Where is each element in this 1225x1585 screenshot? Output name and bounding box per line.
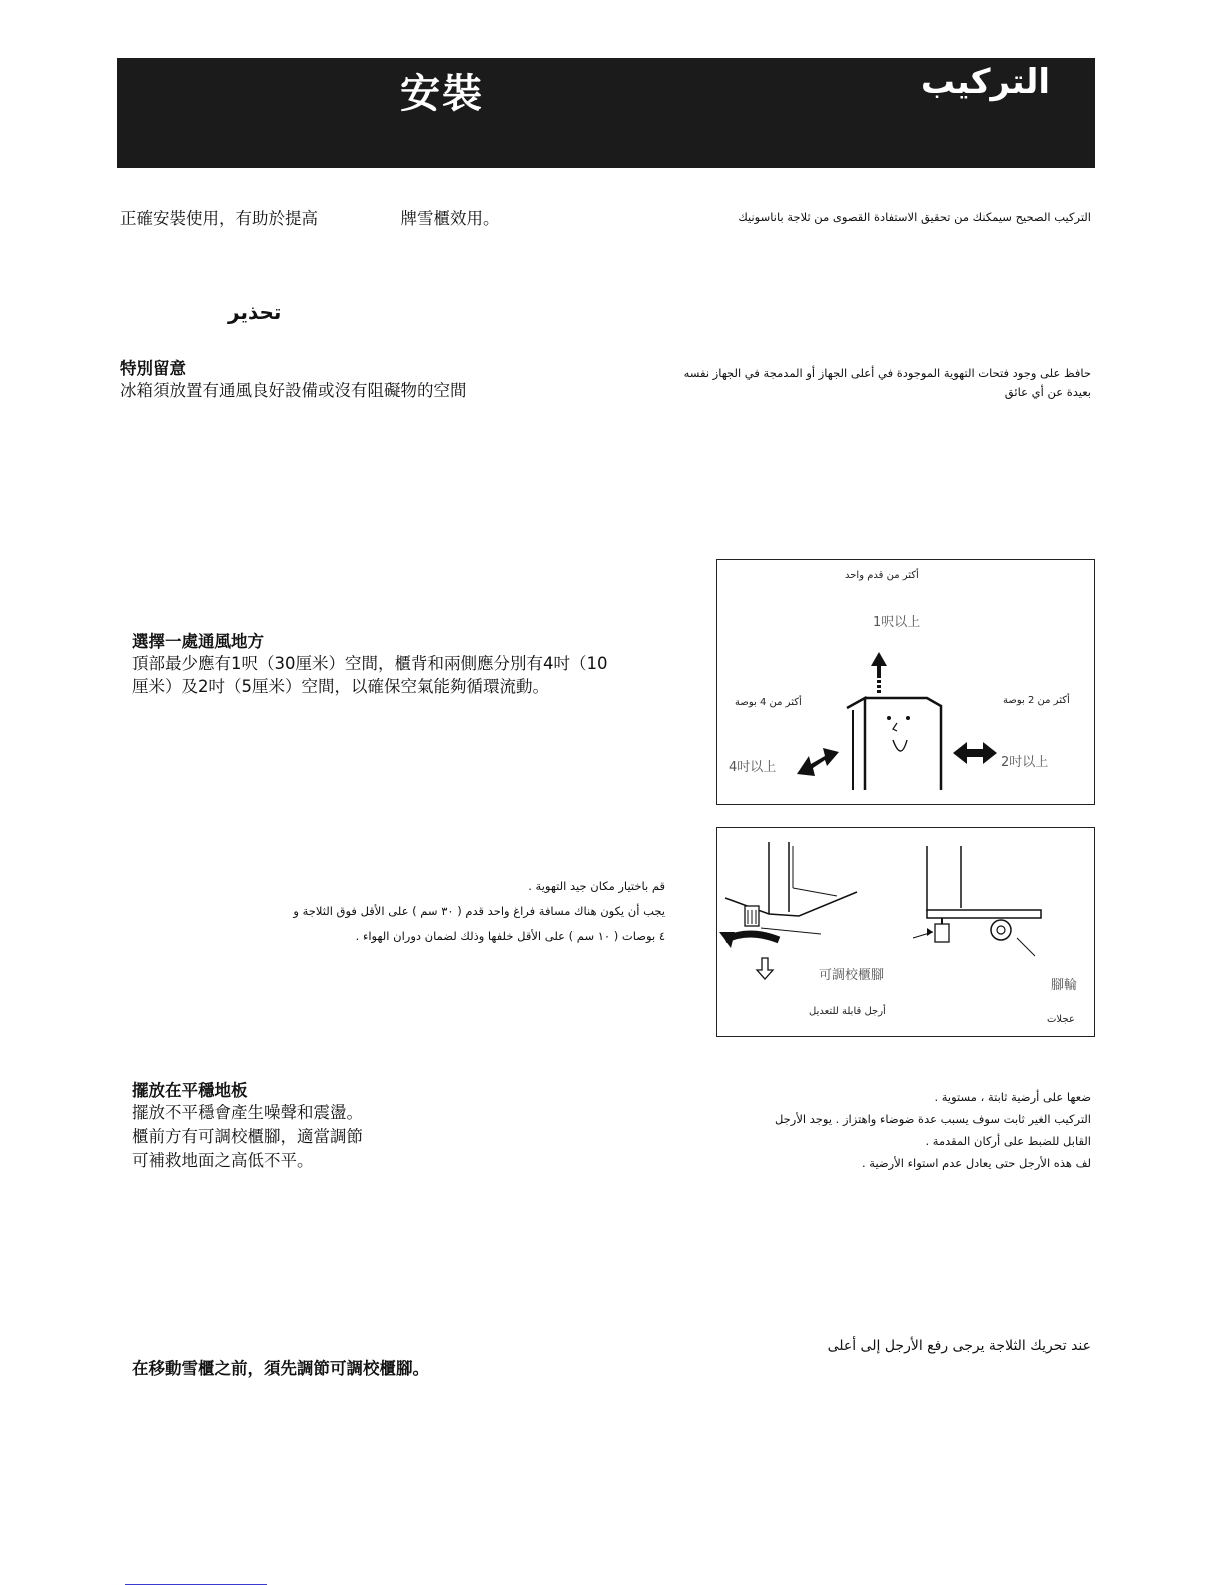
level-text-zh-1: 擺放不平穩會產生噪聲和震盪。 <box>132 1103 363 1122</box>
ventilation-text-ar-2: يجب أن يكون هناك مسافة فراغ واحد قدم ( ٣٠ سم ) على الأقل فوق الثلاجة و <box>293 904 665 918</box>
wheel-ar: عجلات <box>1047 1014 1075 1025</box>
right-clearance-ar: أكثر من 2 بوصة <box>1003 695 1070 706</box>
ventilation-text-zh-1: 頂部最少應有1呎（30厘米）空間，櫃背和兩側應分別有4吋（10 <box>132 654 608 673</box>
warning-title-ar: تحذير <box>228 300 282 324</box>
moving-text-zh: 在移動雪櫃之前，須先調節可調校櫃腳。 <box>132 1359 429 1378</box>
adjustable-feet-ar: أرجل قابلة للتعديل <box>809 1006 886 1017</box>
right-clearance-zh: 2吋以上 <box>1001 755 1049 770</box>
warning-title-zh: 特別留意 <box>120 359 186 378</box>
ventilation-title-zh: 選擇一處通風地方 <box>132 632 264 651</box>
rear-foot-wheel-illustration <box>913 846 1041 956</box>
warning-text-ar-1: حافظ على وجود فتحات التهوية الموجودة في أعلى الجهاز أو المدمجة في الجهاز نفسه <box>683 366 1091 380</box>
up-arrow-icon <box>871 652 887 693</box>
intro-ar: التركيب الصحيح سيمكنك من تحقيق الاستفادة القصوى من ثلاجة باناسونيك <box>738 210 1091 224</box>
warning-text-ar-2: بعيدة عن أي عائق <box>1004 385 1091 399</box>
page-title-zh: 安裝 <box>400 71 484 117</box>
adjustable-feet-zh: 可調校櫃腳 <box>819 968 885 983</box>
right-double-arrow-icon <box>953 742 997 764</box>
refrigerator-illustration <box>847 698 941 790</box>
ventilation-text-ar-1: قم باختيار مكان جيد التهوية . <box>528 879 665 893</box>
level-text-ar-1: ضعها على أرضية ثابتة ، مستوية . <box>934 1090 1091 1104</box>
left-clearance-zh: 4吋以上 <box>729 760 777 775</box>
front-foot-illustration <box>725 842 857 934</box>
top-clearance-ar: أكثر من قدم واحد <box>845 570 919 581</box>
level-title-zh: 擺放在平穩地板 <box>132 1081 248 1100</box>
level-text-ar-2: التركيب الغير ثابت سوف يسبب عدة ضوضاء واهتزاز . يوجد الأرجل <box>774 1112 1091 1126</box>
level-text-ar-3: القابل للضبط على أركان المقدمة . <box>925 1134 1091 1148</box>
feet-diagram <box>716 827 1095 1037</box>
ventilation-text-ar-3: ٤ بوصات ( ١٠ سم ) على الأقل خلفها وذلك لضمان دوران الهواء . <box>355 929 665 943</box>
ventilation-text-zh-2: 厘米）及2吋（5厘米）空間，以確保空氣能夠循環流動。 <box>132 677 549 696</box>
intro-zh: 正確安裝使用，有助於提高 牌雪櫃效用。 <box>120 209 500 228</box>
level-text-ar-4: لف هذه الأرجل حتى يعادل عدم استواء الأرضية . <box>861 1156 1091 1170</box>
down-arrow-icon <box>757 958 773 979</box>
level-text-zh-3: 可補救地面之高低不平。 <box>132 1151 314 1170</box>
left-clearance-ar: أكثر من 4 بوصة <box>735 697 802 708</box>
rotate-arrow-icon <box>719 932 779 948</box>
wheel-zh: 腳輪 <box>1051 978 1078 993</box>
page-title-ar: التركيب <box>920 62 1050 102</box>
clearance-diagram <box>716 559 1095 805</box>
moving-text-ar: عند تحريك الثلاجة يرجى رفع الأرجل إلى أعلى <box>827 1338 1091 1354</box>
left-double-arrow-icon <box>797 748 839 776</box>
level-text-zh-2: 櫃前方有可調校櫃腳，適當調節 <box>132 1127 363 1146</box>
warning-text-zh: 冰箱須放置有通風良好設備或沒有阻礙物的空間 <box>120 381 467 400</box>
top-clearance-zh: 1呎以上 <box>873 615 921 630</box>
